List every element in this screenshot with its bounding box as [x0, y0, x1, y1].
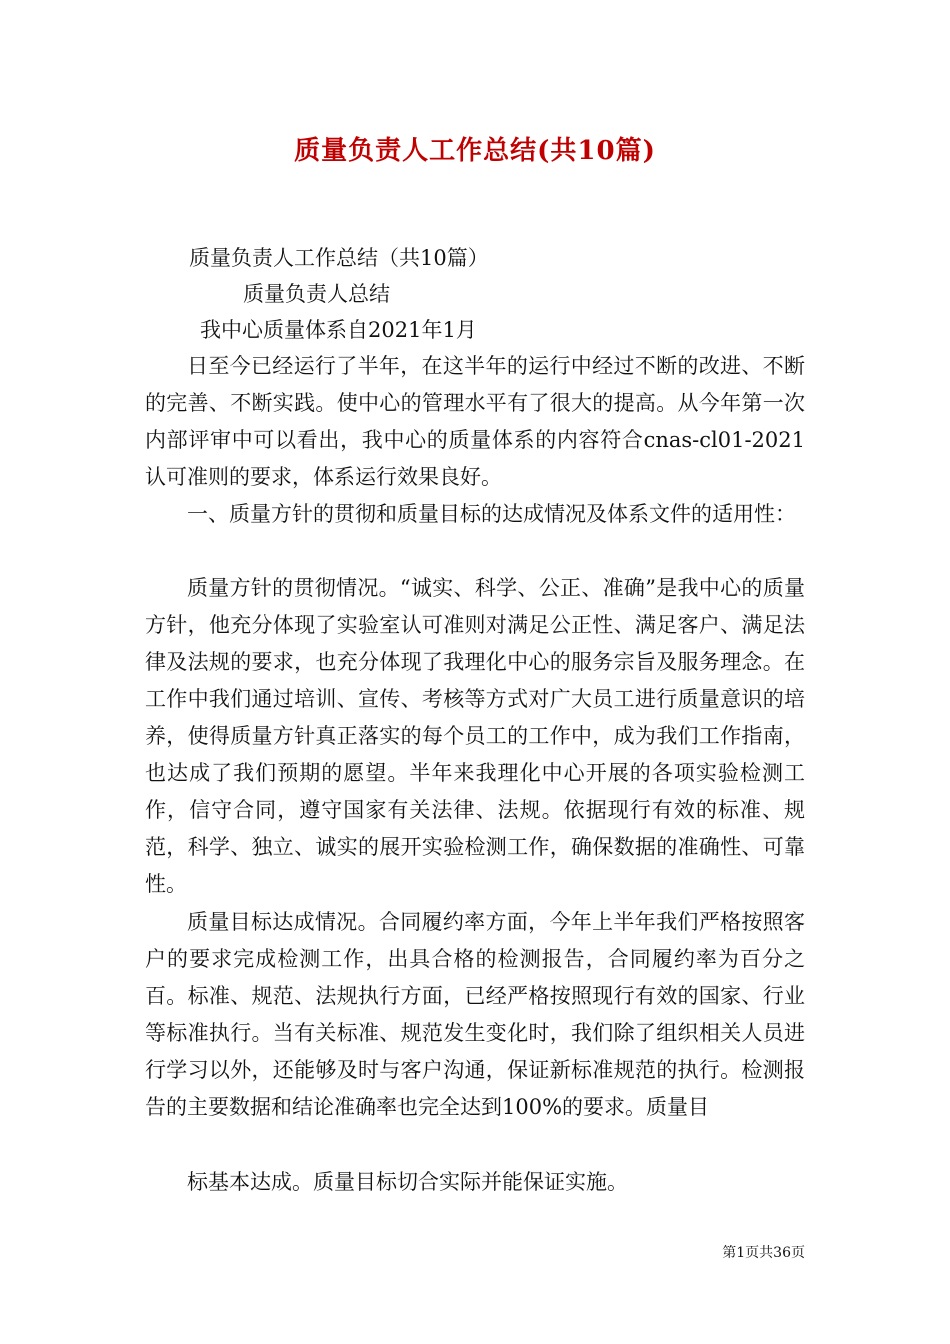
document-title: 质量负责人工作总结(共10篇) — [294, 136, 656, 166]
paragraph-3: 质量方针的贯彻情况。“诚实、科学、公正、准确”是我中心的质量方针，他充分体现了实验室认可准则对满足公正性、满足客户、满足法律及法规的要求，也充分体现了我理化中心的服务宗旨及服务理念。在工作中我们通过培训、宣传、考核等方式对广大员工进行质量意识的培养，使得质量方针真正落实的每个员工的工作中，成为我们工作指南，也达成了我们预期的愿望。半年来我理化中心开展的各项实验检测工作，信守合同，遵守国家有关法律、法规。依据现行有效的标准、规范，科学、独立、诚实的展开实验检测工作，确保数据的准确性、可靠性。 — [145, 576, 805, 896]
paragraph-4: 质量目标达成情况。合同履约率方面，今年上半年我们严格按照客户的要求完成检测工作，出具合格的检测报告，合同履约率为百分之百。标准、规范、法规执行方面，已经严格按照现行有效的国家、行业等标准执行。当有关标准、规范发生变化时，我们除了组织相关人员进行学习以外，还能够及时与客户沟通，保证新标准规范的执行。检测报告的主要数据和结论准确率也完全达到100%的要求。质量目 — [145, 910, 805, 1119]
page-number: 第1页共36页 — [722, 1245, 805, 1261]
paragraph-1: 日至今已经运行了半年，在这半年的运行中经过不断的改进、不断的完善、不断实践。使中心的管理水平有了很大的提高。从今年第一次内部评审中可以看出，我中心的质量体系的内容符合cnas-cl01-2021认可准则的要求，体系运行效果良好。 — [145, 354, 805, 489]
subtitle-line: 质量负责人工作总结（共10篇） — [189, 246, 489, 270]
section-heading: 质量负责人总结 — [243, 282, 390, 306]
paragraph-2: 一、质量方针的贯彻和质量目标的达成情况及体系文件的适用性： — [187, 502, 796, 526]
paragraph-5: 标基本达成。质量目标切合实际并能保证实施。 — [187, 1170, 628, 1194]
first-line: 我中心质量体系自2021年1月 — [200, 318, 477, 342]
